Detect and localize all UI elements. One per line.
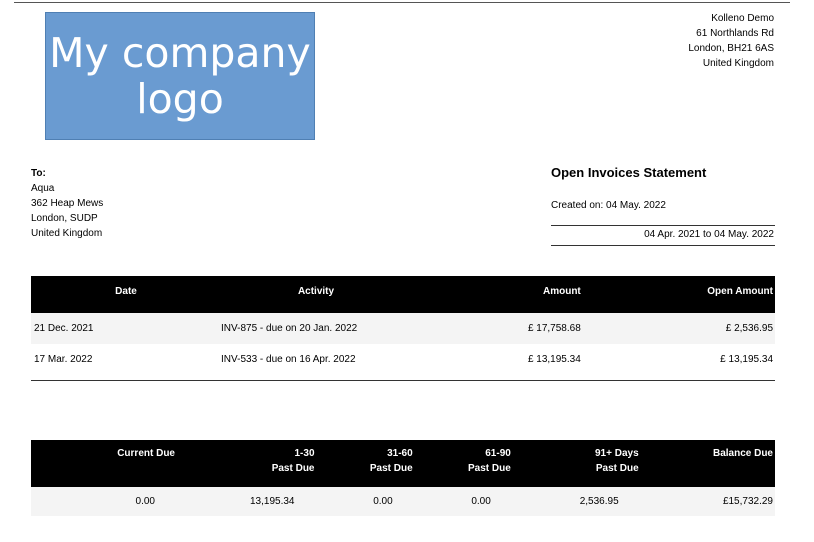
recipient-name: Aqua (31, 183, 55, 194)
aging-header-line-2: Past Due (595, 463, 639, 474)
statement-title: Open Invoices Statement (551, 165, 707, 180)
company-logo-placeholder (45, 12, 315, 140)
aging-header-line-2: Past Due (468, 463, 511, 474)
table-row (31, 313, 775, 344)
logo-line-2: logo (136, 75, 224, 123)
sender-country: United Kingdom (702, 58, 774, 69)
aging-value-balance-due: £15,732.29 (641, 487, 775, 516)
recipient-address-line-1: 362 Heap Mews (31, 198, 104, 209)
header-date: Date (31, 276, 221, 313)
row-activity: INV-875 - due on 20 Jan. 2022 (221, 313, 411, 344)
recipient-country: United Kingdom (31, 228, 103, 239)
activity-table (31, 276, 775, 375)
activity-table-end-rule (31, 380, 775, 381)
row-date: 21 Dec. 2021 (31, 313, 221, 344)
aging-header-91-plus (513, 440, 641, 487)
aging-value-91-plus: 2,536.95 (513, 487, 641, 516)
aging-header-line-1: 1-30 (294, 448, 315, 459)
aging-value-1-30: 13,195.34 (177, 487, 317, 516)
activity-header-row (31, 276, 775, 313)
created-date: Created on: 04 May. 2022 (551, 200, 666, 211)
recipient-label: To: (31, 168, 46, 179)
logo-line-1: My company (49, 29, 311, 77)
row-open-amount: £ 2,536.95 (611, 313, 775, 344)
aging-header-line-1: 61-90 (485, 448, 511, 459)
aging-header-line-1: 91+ Days (594, 448, 639, 459)
aging-header-balance-due (641, 440, 775, 487)
period-rule-bottom (551, 245, 775, 246)
row-activity: INV-533 - due on 16 Apr. 2022 (221, 344, 411, 375)
aging-header-31-60 (317, 440, 415, 487)
header-amount: Amount (411, 276, 611, 313)
header-open-amount: Open Amount (611, 276, 775, 313)
row-amount: £ 17,758.68 (411, 313, 611, 344)
header-activity: Activity (221, 276, 411, 313)
aging-value-current-due: 0.00 (31, 487, 177, 516)
sender-address-line-1: 61 Northlands Rd (696, 28, 774, 39)
aging-header-current-due (31, 440, 177, 487)
recipient-address (31, 166, 103, 241)
sender-address-line-2: London, BH21 6AS (688, 43, 774, 54)
row-open-amount: £ 13,195.34 (611, 344, 775, 375)
top-rule (14, 2, 790, 3)
aging-header-line-1: 31-60 (387, 448, 413, 459)
aging-header-line-2: Past Due (271, 463, 315, 474)
aging-header-line-2: Past Due (369, 463, 413, 474)
recipient-address-line-2: London, SUDP (31, 213, 98, 224)
aging-values-row (31, 487, 775, 516)
logo-text (49, 30, 311, 122)
sender-name: Kolleno Demo (711, 13, 774, 24)
aging-header-row (31, 440, 775, 487)
aging-header-1-30 (177, 440, 317, 487)
aging-header-61-90 (415, 440, 513, 487)
aging-summary-table (31, 440, 775, 516)
row-amount: £ 13,195.34 (411, 344, 611, 375)
aging-header-line-1: Current Due (117, 448, 175, 459)
aging-value-61-90: 0.00 (415, 487, 513, 516)
aging-value-31-60: 0.00 (317, 487, 415, 516)
aging-header-line-1: Balance Due (712, 448, 773, 459)
table-row (31, 344, 775, 375)
sender-address (688, 11, 774, 71)
period-rule-top (551, 225, 775, 226)
statement-period: 04 Apr. 2021 to 04 May. 2022 (644, 229, 774, 240)
row-date: 17 Mar. 2022 (31, 344, 221, 375)
